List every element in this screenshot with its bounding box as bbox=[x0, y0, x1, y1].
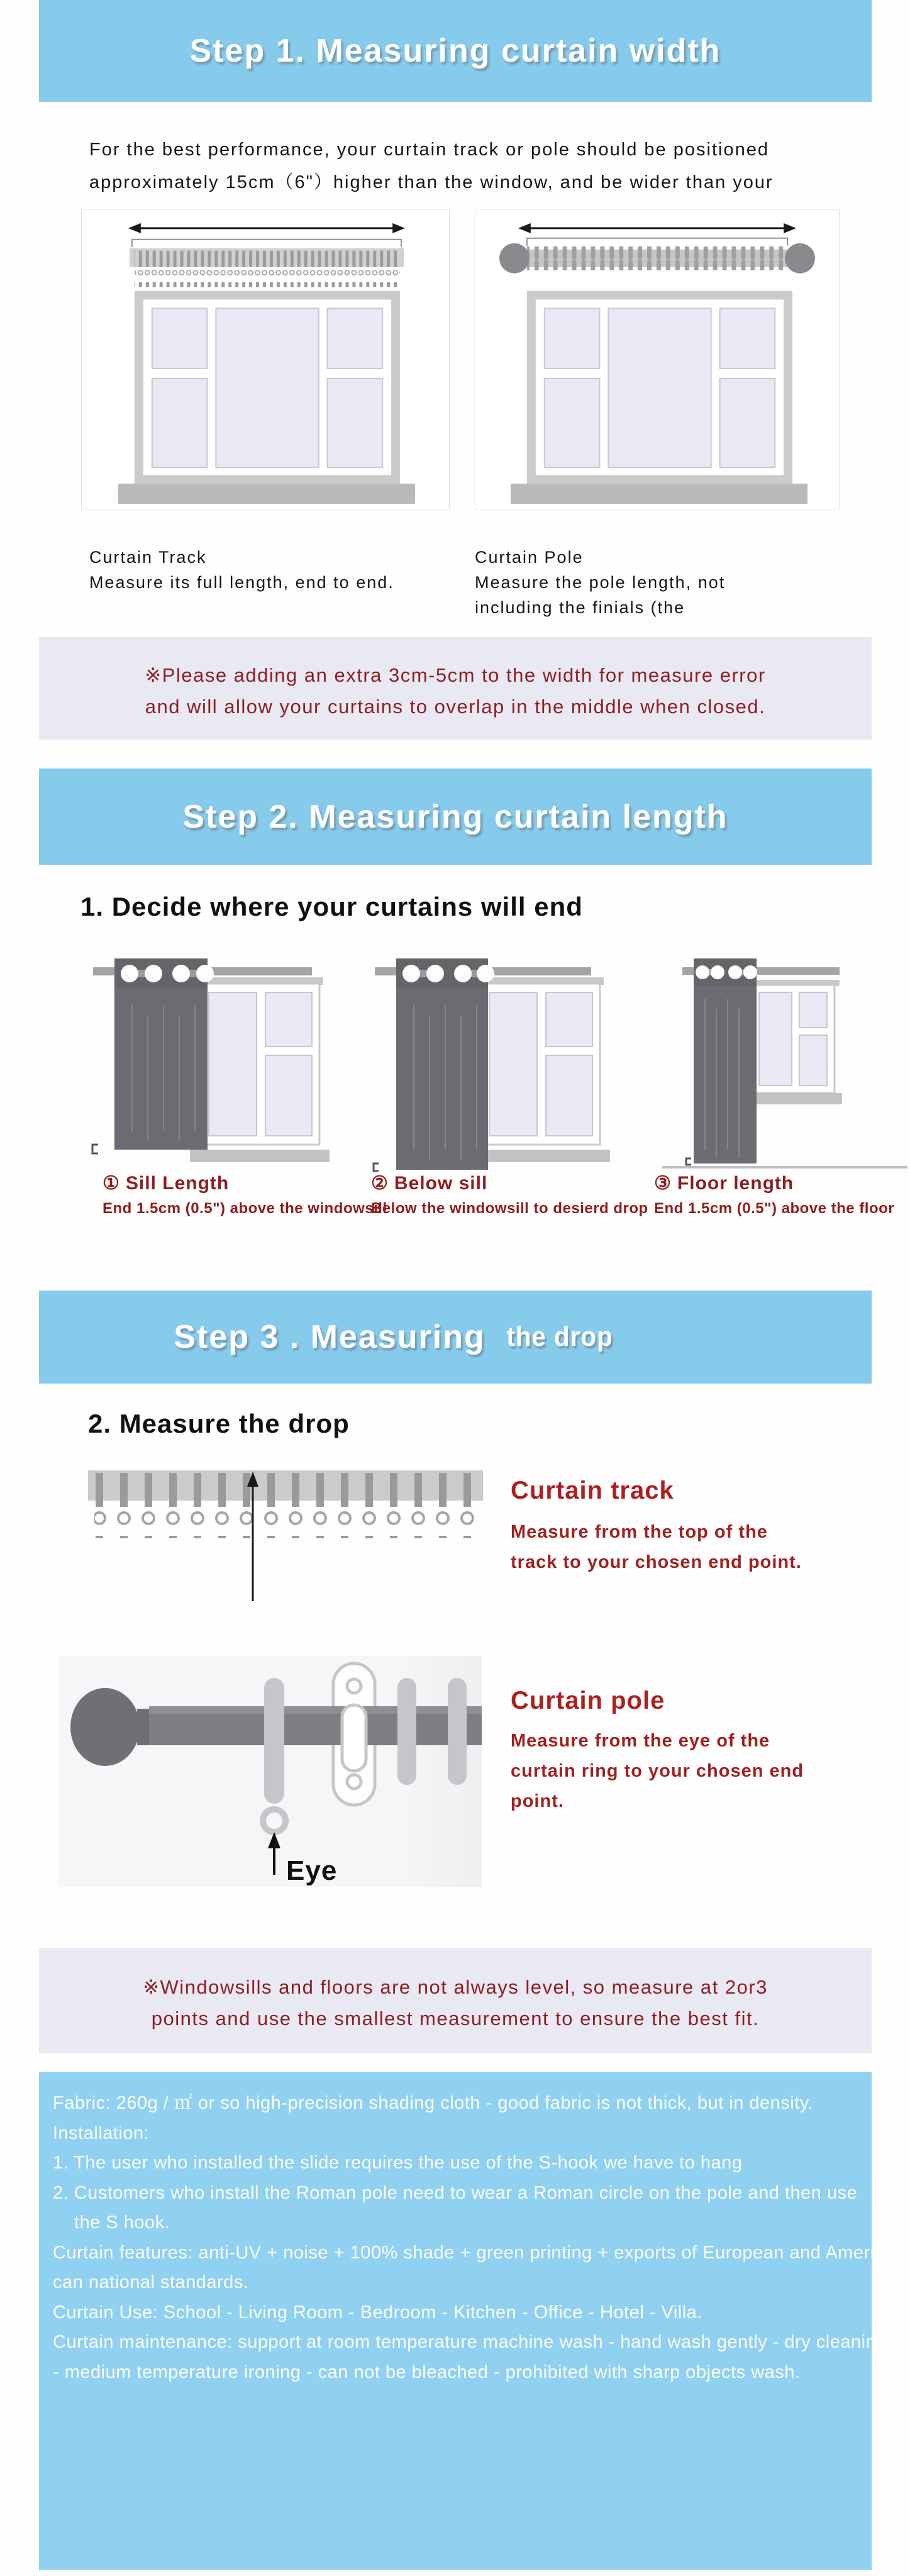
pole-drop-line1: Measure from the eye of the bbox=[511, 1731, 770, 1751]
track-hooks bbox=[135, 251, 400, 287]
step3-banner-title: Step 3 . Measuring bbox=[174, 1319, 486, 1355]
footer-line: the S hook. bbox=[74, 2212, 170, 2233]
track-drop-title: Curtain track bbox=[511, 1477, 674, 1504]
option-below-sill-caption bbox=[371, 1172, 487, 1194]
measure-bracket-icon bbox=[132, 240, 401, 247]
pole-drop-title: Curtain pole bbox=[511, 1687, 665, 1714]
track-drop-line1: Measure from the top of the bbox=[511, 1522, 768, 1542]
track-caption bbox=[89, 545, 394, 595]
pole-rings bbox=[527, 247, 787, 270]
below-sill-icon bbox=[371, 942, 623, 1174]
curtain bbox=[694, 958, 757, 1163]
step2-heading: 1. Decide where your curtains will end bbox=[80, 892, 583, 921]
step1-intro-line1: For the best performance, your curtain track or pole should be positioned bbox=[89, 140, 769, 160]
ring-eye bbox=[263, 1809, 286, 1832]
step2-banner bbox=[39, 769, 872, 865]
measure-tick-icon bbox=[92, 1145, 98, 1153]
step1-banner-title: Step 1. Measuring curtain width bbox=[189, 33, 721, 69]
product-details-panel bbox=[39, 2072, 887, 2570]
step3-banner bbox=[39, 1291, 872, 1384]
step3-heading: 2. Measure the drop bbox=[88, 1409, 350, 1438]
windowsill bbox=[118, 484, 415, 504]
footer-line: Curtain features: anti-UV + noise + 100% shade + green printing + exports of European and Ameri- bbox=[53, 2242, 881, 2263]
drop-note-line1: ※Windowsills and floors are not always level, so measure at 2or3 bbox=[143, 1976, 768, 1998]
floor-length-icon bbox=[651, 942, 909, 1174]
width-arrow-icon bbox=[128, 223, 405, 233]
pole-drop-line3: point. bbox=[511, 1791, 564, 1811]
step2-banner-title: Step 2. Measuring curtain length bbox=[182, 798, 728, 835]
eye-label: Eye bbox=[286, 1855, 338, 1886]
footer-line: 2. Customers who install the Roman pole need to wear a Roman circle on the pole and then use bbox=[53, 2182, 858, 2203]
footer-line: can national standards. bbox=[53, 2272, 249, 2292]
windowsill bbox=[470, 1150, 610, 1162]
option3-desc: End 1.5cm (0.5") above the floor bbox=[654, 1200, 895, 1217]
curtain-pole-eye-icon bbox=[58, 1656, 482, 1887]
left-finial bbox=[499, 243, 530, 274]
option1-marker: ① bbox=[103, 1173, 119, 1194]
curtain bbox=[114, 958, 214, 1150]
step1-intro bbox=[89, 133, 882, 199]
track-caption-title: Curtain Track bbox=[89, 548, 207, 567]
width-note bbox=[39, 637, 872, 740]
footer-line: Installation: bbox=[53, 2123, 150, 2143]
measure-bracket-icon bbox=[527, 238, 787, 246]
option-floor-length-caption bbox=[654, 1172, 794, 1194]
windowsill bbox=[744, 1093, 842, 1104]
drop-note bbox=[39, 1948, 872, 2053]
track-gliders bbox=[94, 1473, 478, 1538]
curtain-track-window-illustration bbox=[81, 209, 450, 509]
curtain-track-drop-illustration bbox=[88, 1467, 484, 1605]
option2-title: Below sill bbox=[394, 1173, 488, 1194]
option-sill-caption bbox=[103, 1172, 229, 1194]
windowsill bbox=[190, 1150, 330, 1162]
option1-desc: End 1.5cm (0.5") above the windowsill bbox=[103, 1200, 387, 1217]
sill-length-illustration bbox=[88, 942, 352, 1174]
sill-length-icon bbox=[88, 942, 352, 1174]
footer-line: - medium temperature ironing - can not be bleached - prohibited with sharp objects wash. bbox=[53, 2362, 801, 2382]
floor-line bbox=[662, 1166, 907, 1169]
curtain bbox=[396, 958, 494, 1170]
window bbox=[118, 291, 415, 504]
option1-title: Sill Length bbox=[125, 1173, 230, 1194]
step1-intro-line2: approximately 15cm（6"）higher than the window, and be wider than your bbox=[89, 172, 774, 192]
below-sill-illustration bbox=[371, 942, 623, 1174]
pole-caption-line1: Measure the pole length, not bbox=[475, 573, 726, 592]
footer-line: Curtain maintenance: support at room temperature machine wash - hand wash gently - dry cleaning bbox=[53, 2332, 887, 2352]
eye-ring-hanger bbox=[264, 1678, 284, 1804]
width-note-line1: ※Please adding an extra 3cm-5cm to the width for measure error bbox=[145, 664, 766, 686]
window bbox=[511, 291, 807, 504]
option3-title: Floor length bbox=[677, 1173, 794, 1194]
pole-drop-line2: curtain ring to your chosen end bbox=[511, 1761, 804, 1781]
footer-line: Fabric: 260g / ㎡ or so high-precision shading cloth - good fabric is not thick, but in density. bbox=[53, 2093, 814, 2113]
step3-banner-subtitle: the drop bbox=[506, 1321, 613, 1352]
footer-line: 1. The user who installed the slide requires the use of the S-hook we have to hang bbox=[53, 2153, 743, 2173]
curtain-track-window-icon bbox=[82, 209, 449, 509]
pole-caption bbox=[475, 545, 725, 620]
option2-marker: ② bbox=[371, 1173, 388, 1194]
option3-marker: ③ bbox=[654, 1173, 671, 1194]
pole-caption-title: Curtain Pole bbox=[475, 548, 584, 567]
curtain-pole-eye-illustration bbox=[58, 1656, 482, 1887]
bracket-slot bbox=[342, 1705, 366, 1771]
step1-banner bbox=[39, 0, 872, 102]
track-caption-line1: Measure its full length, end to end. bbox=[89, 573, 394, 592]
finial bbox=[70, 1688, 140, 1766]
option2-desc: Below the windowsill to desierd drop bbox=[371, 1200, 648, 1217]
width-note-line2: and will allow your curtains to overlap in the middle when closed. bbox=[145, 696, 766, 718]
footer-line: Curtain Use: School - Living Room - Bedroom - Kitchen - Office - Hotel - Villa. bbox=[53, 2302, 702, 2323]
curtain-pole-window-illustration bbox=[475, 209, 840, 509]
right-finial bbox=[785, 243, 815, 274]
track-drop-line2: track to your chosen end point. bbox=[511, 1552, 802, 1572]
eye-arrow-icon bbox=[268, 1832, 280, 1875]
floor-length-illustration bbox=[651, 942, 909, 1174]
measure-tick-icon bbox=[374, 1163, 379, 1171]
curtain-pole-window-icon bbox=[475, 209, 839, 509]
curtain-ring bbox=[397, 1678, 416, 1785]
width-arrow-icon bbox=[518, 223, 796, 233]
drop-note-line2: points and use the smallest measurement to ensure the best fit. bbox=[151, 2007, 760, 2029]
pole-caption-line2: including the finials (the bbox=[475, 598, 685, 617]
measure-tick-icon bbox=[686, 1158, 691, 1165]
curtain-ring bbox=[448, 1678, 467, 1785]
windowsill bbox=[511, 484, 807, 504]
